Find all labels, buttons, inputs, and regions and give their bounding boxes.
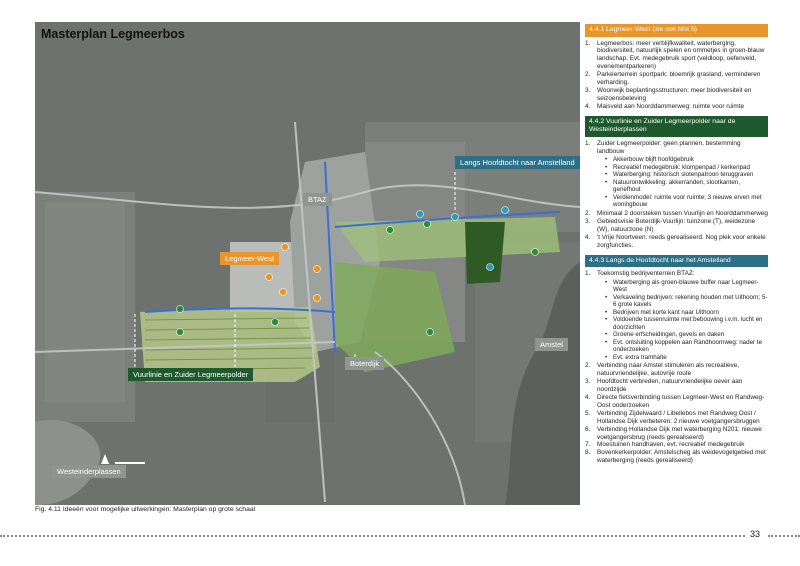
sub-item: • Voldoende tussenruimte met bebouwing i.v.m. lucht en doorzichten <box>605 316 768 331</box>
label-hoofdtocht: Langs Hoofdtocht naar Amstelland <box>455 156 580 169</box>
list-item: 4. Directe fietsverbinding tussen Legmeer-West en Randweg-Oost onderzoeken <box>585 394 765 409</box>
sub-item: • Natuurontwikkeling: akkerranden, slootkanten, geriefhout <box>605 179 768 194</box>
list-item: 4. Maisveld aan Noorddammerweg: ruimte voor ruimte <box>585 102 745 110</box>
list-item: 3. Gebiedsvisie Boterdijk-Vuurlijn: tuinzone (T), weidezone (W), natuurzone (N) <box>585 217 756 233</box>
list-item: 2. Minimaal 2 doorsteken tussen Vuurlijn en Noorddammerweg <box>585 209 768 217</box>
label-btaz: BTAZ <box>303 193 332 206</box>
section-header-legmeer-west: 4.4.1 Legmeer-West (zie ook hfst 5) <box>585 24 768 37</box>
map-graphic <box>35 22 580 505</box>
sub-item: • Waterberging als groen-blauwe buffer naar Legmeer-West <box>605 279 768 294</box>
sub-item: • Evt. extra tramhalte <box>605 354 768 362</box>
sub-item: • Bedrijven met korte kant naar Uithoorn <box>605 309 768 317</box>
list-item: 7. Moestuinen handhaven, evt. recreatief medegebruik <box>585 441 745 449</box>
list-item: 1. Toekomstig bedrijventerrein BTAZ: • Waterberging als groen-blauwe buffer naar Legmeer-West • Verkaveling bedrijven: rekening houden met Uithoorn; 5-6 grote kavels • Bedrijven met korte kant naar Uithoorn • Voldoende tussenruimte met bebouwing i.v.m. lucht en doorzichten • Groene erfscheidingen, gevels en daken • Evt. ontsluiting koppelen aan Randhoornweg: nader te onderzoeken • Evt. extra tramhalte <box>585 270 768 361</box>
list-item: 2. Parkeerterrein sportpark: bloemrijk grasland, verminderen verharding. <box>585 71 761 87</box>
list-item: 5. Verbinding Zijdelwaard / Libellebos met Randweg Oost / Hollandse Dijk verbeteren: 2 nieuwe voetgangersbruggen <box>585 409 760 425</box>
list-item: 3. Woonwijk beplantingsstructuren: meer biodiversiteit en seizoensbeleving <box>585 86 752 102</box>
sub-item: • Groene erfscheidingen, gevels en daken <box>605 331 768 339</box>
map-title: Masterplan Legmeerbos <box>41 27 185 41</box>
list-item: 1. Zuider Legmeerpolder: geen plannen, bestemming landbouw • Akkerbouw blijft hoofdgebruik • Recreatief medegebruik: klompenpad / kerkenpad • Waterberging: historisch slotenpatroon teruggraven • Natuurontwikkeling: akkerranden, slootkanten, geriefhout • Verdienmodel: ruimte voor ruimte; 3 nieuwe erven met woningbouw <box>585 140 768 209</box>
sub-list <box>605 279 768 362</box>
footer-divider-right <box>768 535 800 537</box>
list-item: 6. Verbinding Hollandse Dijk met waterberging N201: nieuwe voetgangersbrug (reeds gerealiseerd) <box>585 425 762 441</box>
sub-item: • Evt. ontsluiting koppelen aan Randhoornweg: nader te onderzoeken <box>605 339 768 354</box>
figure-caption: Fig. 4.11 Ideeën voor mogelijke uitwerkingen: Masterplan op grote schaal <box>35 506 256 513</box>
list-item: 3. Hoofdtocht verbreden, natuurvriendelijke oever aan noordzijde <box>585 378 743 394</box>
label-westeinderplassen: Westeinderplassen <box>52 465 126 478</box>
sub-item: • Akkerbouw blijft hoofdgebruik <box>605 156 768 164</box>
sub-list <box>605 156 768 209</box>
section-header-hoofdtocht: 4.4.3 Langs de Hoofdtocht naar het Amstelland <box>585 255 768 268</box>
legend-panel <box>585 24 768 470</box>
list-item: 4. 't Vrije Noortveen: reeds gerealiseerd. Nog plek voor enkele zorgfuncties. <box>585 233 766 249</box>
sub-item: • Recreatief medegebruik: klompenpad / kerkenpad <box>605 164 768 172</box>
section-list-vuurlinie <box>585 140 768 250</box>
section-list-legmeer-west <box>585 40 768 111</box>
section-header-vuurlinie: 4.4.2 Vuurlinie en Zuider Legmeerpolder naar de Westeinderplassen <box>585 116 768 137</box>
label-amstel: Amstel <box>535 338 568 351</box>
masterplan-map <box>35 22 580 505</box>
list-item: 1. Legmeerbos: meer verblijfkwaliteit, waterberging, biodiversiteit, natuurlijk spelen en ommetjes in groen-blauw landschap. Evt. medegebruik sport (veldloop, oefenveld, evenementparkeren) <box>585 39 765 71</box>
list-item: 2. Verbinding naar Amstel stimuleren als recreatieve, natuurvriendelijke, autovrije route <box>585 362 740 378</box>
sub-item: • Waterberging: historisch slotenpatroon teruggraven <box>605 171 768 179</box>
label-boterdijk: Boterdijk <box>345 357 384 370</box>
label-legmeer-west: Legmeer-West <box>220 252 279 265</box>
page-number: 33 <box>750 529 761 539</box>
sub-item: • Verdienmodel: ruimte voor ruimte; 3 nieuwe erven met woningbouw <box>605 194 768 209</box>
sub-item: • Verkaveling bedrijven: rekening houden met Uithoorn; 5-6 grote kavels <box>605 294 768 309</box>
footer-divider <box>0 535 745 537</box>
section-list-hoofdtocht <box>585 270 768 465</box>
list-item: 8. Bovenkerkerpolder: Amstelscheg als weidevogelgebied met waterberging (reeds gerealiseerd) <box>585 449 766 465</box>
label-vuurlinie: Vuurlinie en Zuider Legmeerpolder <box>128 368 253 381</box>
